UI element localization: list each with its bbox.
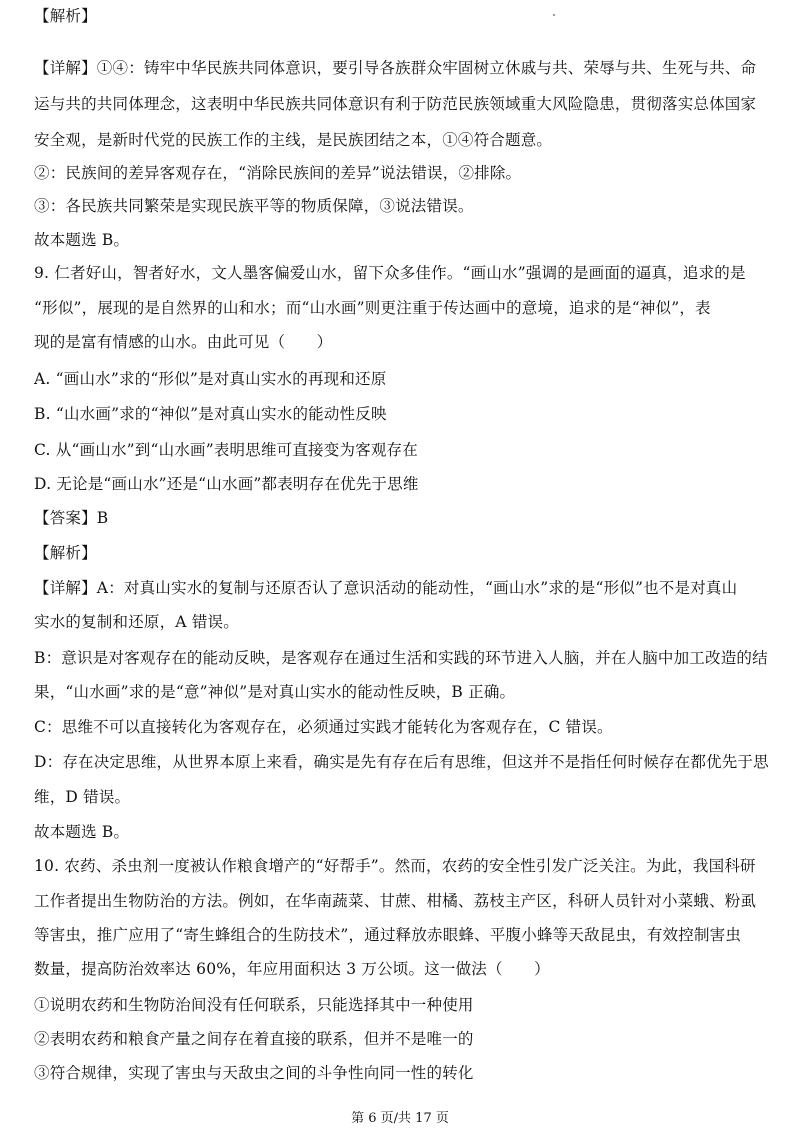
text-line: 安全观，是新时代党的民族工作的主线，是民族团结之本，①④符合题意。 [34,131,553,149]
question-10-stem: 10. 农药、杀虫剂一度被认作粮食增产的“好帮手”。然而，农药的安全性引发广泛关注。为此，我国科研 [34,857,756,875]
text-line: 维，D 错误。 [34,788,131,806]
question-9-stem: 9. 仁者好山，智者好水，文人墨客偏爱山水，留下众多佳作。“画山水”强调的是画面的逼真，追求的是 [34,264,746,282]
text-line: 故本题选 B。 [34,231,130,249]
text-line: D：存在决定思维，从世界本原上来看，确实是先有存在后有思维，但这并不是指任何时候存在都优先于思 [34,753,769,771]
text-line: C：思维不可以直接转化为客观存在，必须通过实践才能转化为客观存在，C 错误。 [34,718,613,736]
statement-3: ③符合规律，实现了害虫与天敌虫之间的斗争性向同一性的转化 [34,1064,474,1082]
text-line: B：意识是对客观存在的能动反映，是客观存在通过生活和实践的环节进入人脑，并在人脑中加工改造的结 [34,649,768,667]
statement-2: ②表明农药和粮食产量之间存在着直接的联系，但并不是唯一的 [34,1030,474,1048]
option-a: A. “画山水”求的“形似”是对真山实水的再现和还原 [34,370,387,388]
question-10-stem: 数量，提高防治效率达 60%，年应用面积达 3 万公顷。这一做法（ ） [34,960,550,978]
text-line: 运与共的共同体理念，这表明中华民族共同体意识有利于防范民族领域重大风险隐患，贯彻落实总体国家 [34,95,757,113]
question-10-stem: 等害虫，推广应用了“寄生蜂组合的生防技术”，通过释放赤眼蜂、平腹小蜂等天敌昆虫，有效控制害虫 [34,926,742,944]
text-line: 【解析】 [34,7,97,25]
analysis-label: 【解析】 [34,544,97,562]
text-line: 实水的复制和还原，A 错误。 [34,613,239,631]
text-line: 【详解】A：对真山实水的复制与还原否认了意识活动的能动性，“画山水”求的是“形似”也不是对真山 [34,579,738,597]
text-line: ③：各民族共同繁荣是实现民族平等的物质保障，③说法错误。 [34,197,474,215]
option-d: D. 无论是“画山水”还是“山水画”都表明存在优先于思维 [34,475,419,493]
text-line: 【详解】①④：铸牢中华民族共同体意识，要引导各族群众牢固树立休戚与共、荣辱与共、生死与共、命 [34,59,757,77]
text-line: 果，“山水画”求的是“意”神似”是对真山实水的能动性反映，B 正确。 [34,683,516,701]
option-c: C. 从“画山水”到“山水画”表明思维可直接变为客观存在 [34,441,418,459]
text-line: 故本题选 B。 [34,823,130,841]
statement-1: ①说明农药和生物防治间没有任何联系，只能选择其中一种使用 [34,996,474,1014]
text-line: ②：民族间的差异客观存在，“消除民族间的差异”说法错误，②排除。 [34,164,522,182]
option-b: B. “山水画”求的“神似”是对真山实水的能动性反映 [34,405,387,423]
scan-speck [553,14,555,16]
question-9-stem: “形似”，展现的是自然界的山和水；而“山水画”则更注重于传达画中的意境，追求的是“神似”，表 [34,299,711,317]
question-10-stem: 工作者提出生物防治的方法。例如，在华南蔬菜、甘蔗、柑橘、荔枝主产区，科研人员针对小菜蛾、粉虱 [34,892,757,910]
question-9-stem: 现的是富有情感的山水。由此可见（ ） [34,333,333,351]
page-number: 第 6 页/共 17 页 [351,1111,449,1126]
answer-label: 【答案】B [34,509,109,527]
